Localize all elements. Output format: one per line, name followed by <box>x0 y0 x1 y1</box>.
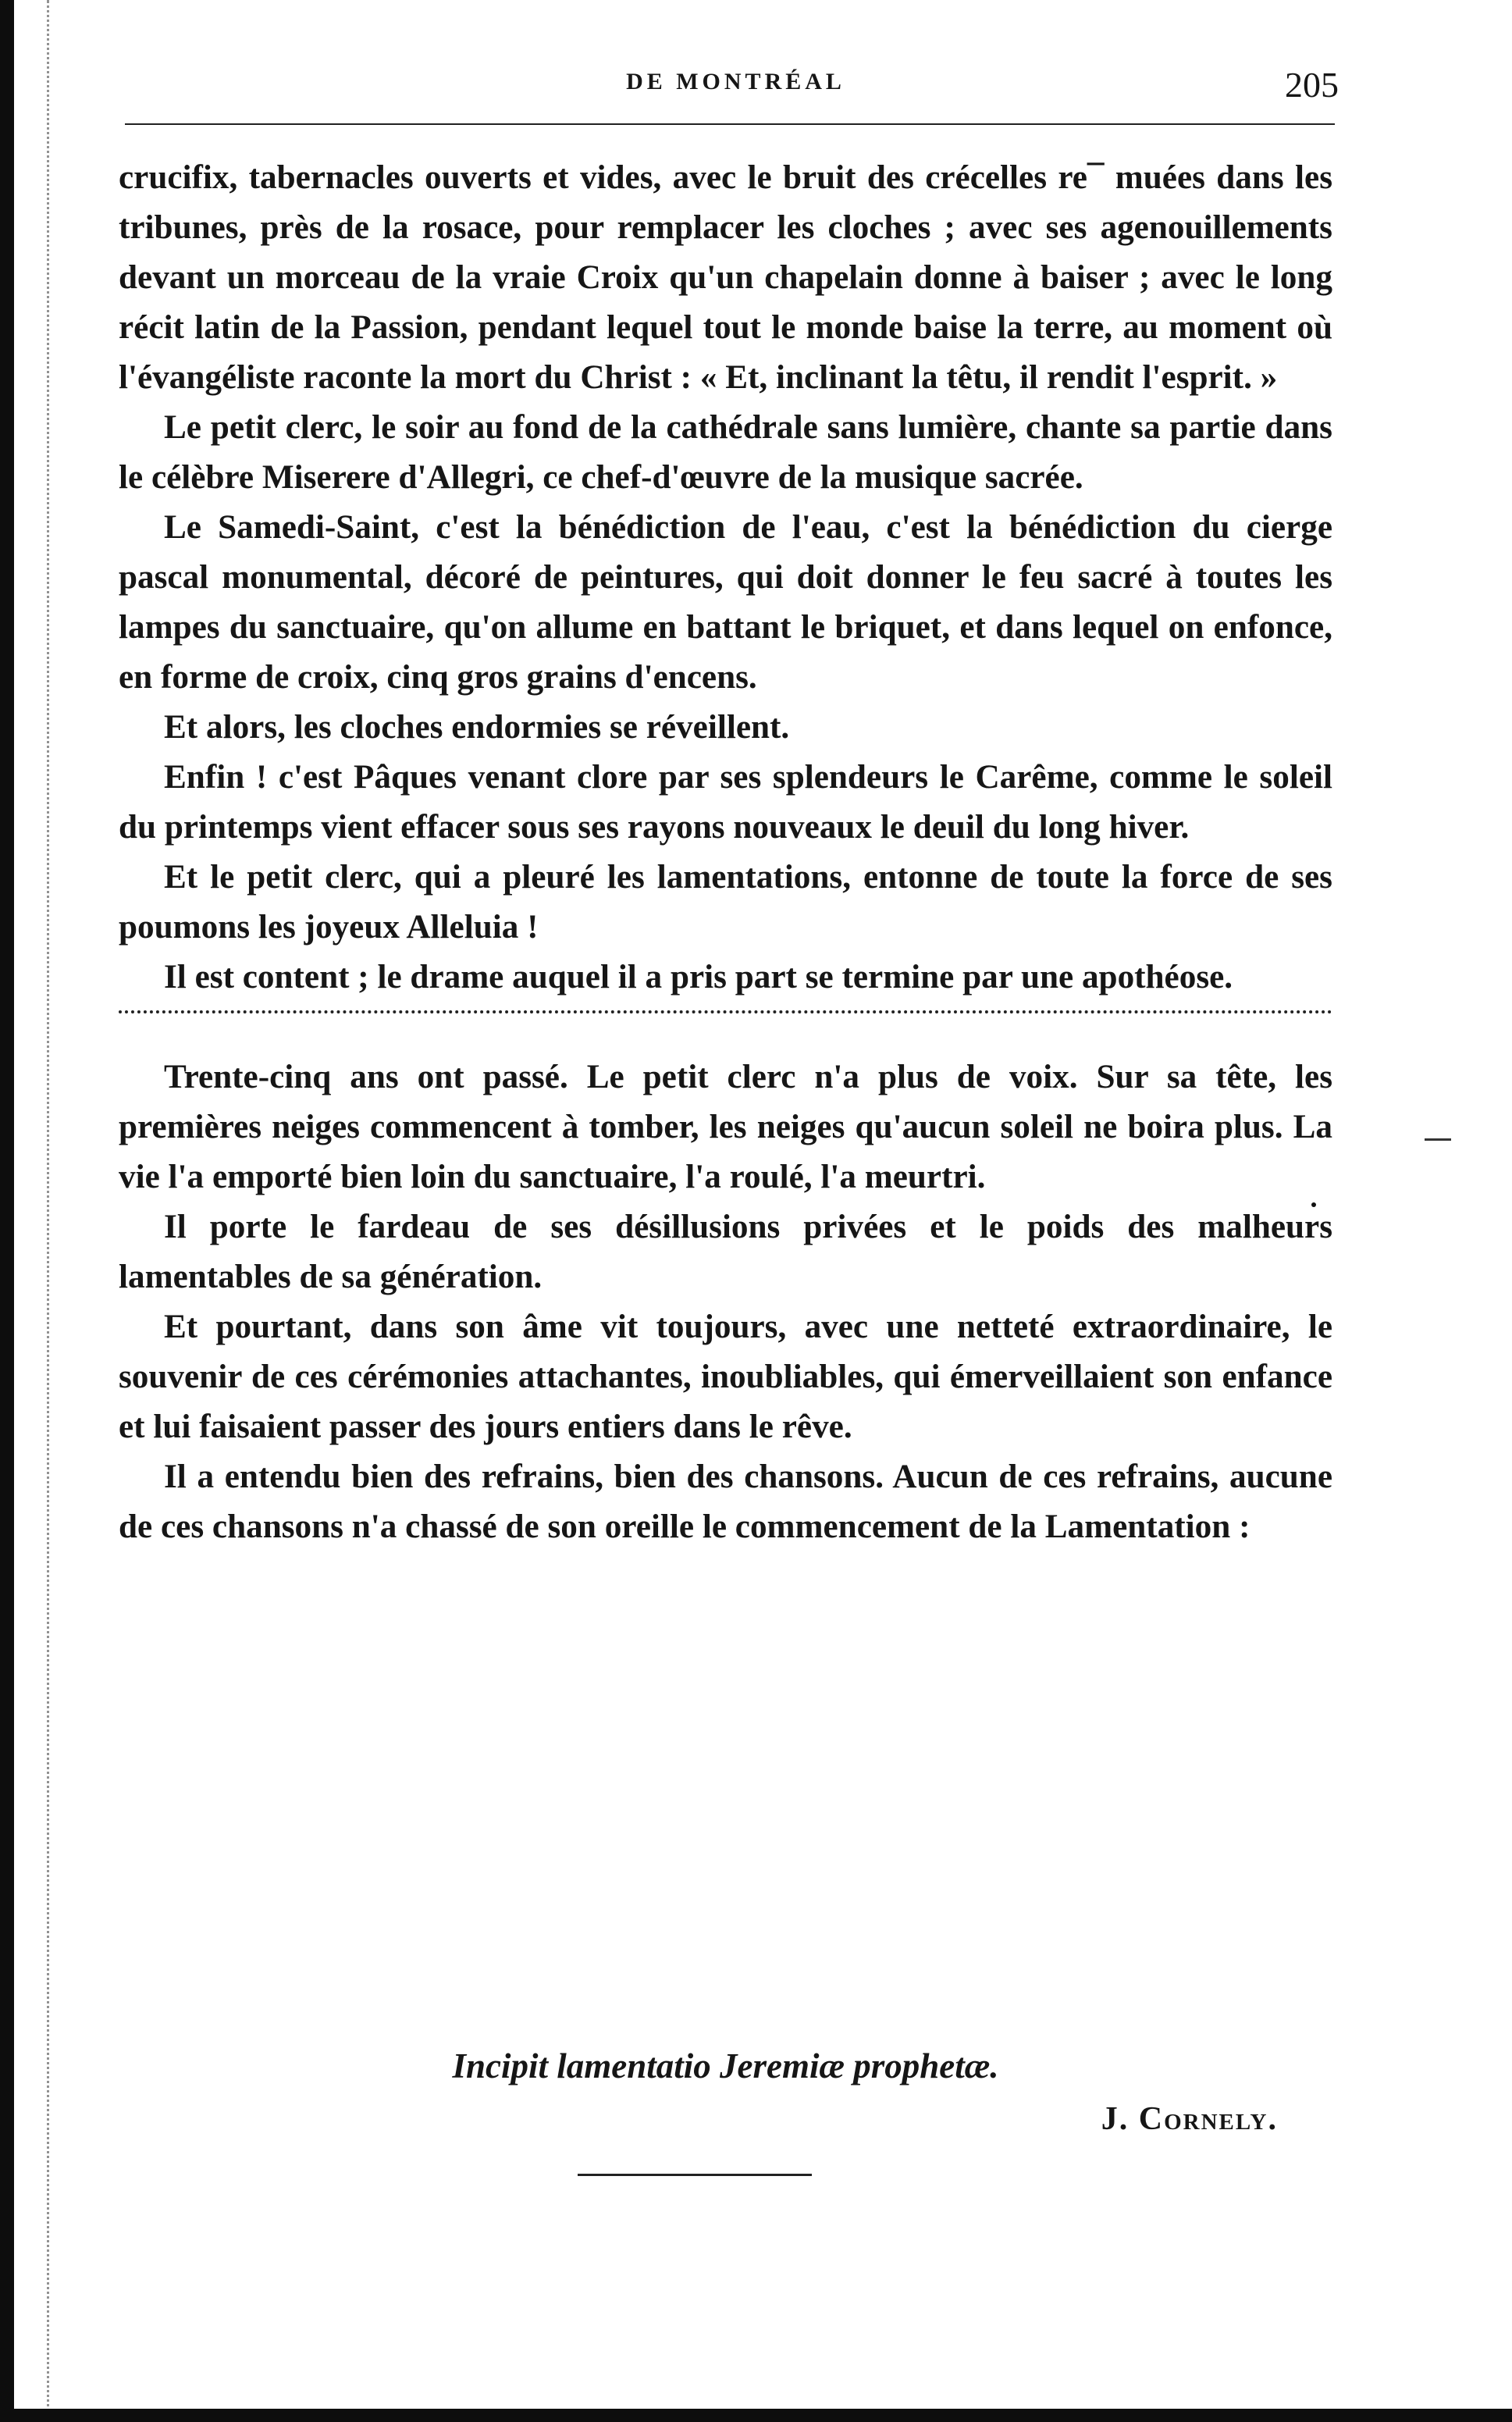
paragraph-11: Il a entendu bien des refrains, bien des chansons. Aucun de ces refrains, aucune de ces chansons n'a chassé de son oreille le commencement de la Lamentation : <box>119 1459 1332 1545</box>
paragraph-8: Trente-cinq ans ont passé. Le petit clerc n'a plus de voix. Sur sa tête, les premières neiges commencent à tomber, les neiges qu'aucun soleil ne boira plus. La vie l'a emporté bien loin du sanctuaire, l'a roulé, l'a meurtri. <box>119 1059 1332 1195</box>
section-break-dots <box>119 1010 1332 1037</box>
paragraph-3: Le Samedi-Saint, c'est la bénédiction de l'eau, c'est la bénédiction du cierge pascal monumental, décoré de peintures, qui doit donner le feu sacré à toutes les lampes du sanctuaire, qu'on allume en battant le briquet, et dans lequel on enfonce, en forme de croix, cinq gros grains d'encens. <box>119 509 1332 696</box>
page-binding-edge <box>0 0 14 2422</box>
paragraph-10: Et pourtant, dans son âme vit toujours, avec une netteté extraordinaire, le souvenir de ces cérémonies attachantes, inoubliables, qui émerveillaient son enfance et lui faisaient passer des jours entiers dans le rêve. <box>119 1309 1332 1445</box>
body-text <box>119 153 1332 1552</box>
paragraph-6: Et le petit clerc, qui a pleuré les lamentations, entonne de toute la force de ses poumons les joyeux Alleluia ! <box>119 859 1332 946</box>
running-head: DE MONTRÉAL <box>626 69 845 94</box>
stray-ink-mark <box>1425 1138 1451 1141</box>
page-number: 205 <box>1285 65 1339 105</box>
paragraph-2: Le petit clerc, le soir au fond de la cathédrale sans lumière, chante sa partie dans le célèbre Miserere d'Allegri, ce chef-d'œuvre de la musique sacrée. <box>119 409 1332 496</box>
header-rule <box>125 123 1335 125</box>
stray-ink-dot <box>1311 1202 1316 1207</box>
paragraph-7: Il est content ; le drame auquel il a pris part se termine par une apothéose. <box>164 959 1233 996</box>
paragraph-4: Et alors, les cloches endormies se réveillent. <box>164 709 790 746</box>
binding-shadow <box>47 0 57 2422</box>
latin-quote: Incipit lamentatio Jeremiæ prophetæ. <box>452 2046 999 2085</box>
end-rule <box>578 2174 812 2176</box>
paragraph-5: Enfin ! c'est Pâques venant clore par ses splendeurs le Carême, comme le soleil du printemps vient effacer sous ses rayons nouveaux le deuil du long hiver. <box>119 759 1332 846</box>
paragraph-1: crucifix, tabernacles ouverts et vides, avec le bruit des crécelles re¯ muées dans les tribunes, près de la rosace, pour remplacer les cloches ; avec ses agenouillements devant un morceau de la vraie Croix qu'un chapelain donne à baiser ; avec le long récit latin de la Passion, pendant lequel tout le monde baise la terre, au moment où l'évangéliste raconte la mort du Christ : « Et, inclinant la têtu, il rendit l'esprit. » <box>119 159 1332 396</box>
author-signature: J. Cornely. <box>1101 2101 1278 2137</box>
page-header <box>125 55 1347 105</box>
page-bottom-edge <box>14 2409 1512 2422</box>
paragraph-9: Il porte le fardeau de ses désillusions privées et le poids des malheurs lamentables de sa génération. <box>119 1209 1332 1295</box>
